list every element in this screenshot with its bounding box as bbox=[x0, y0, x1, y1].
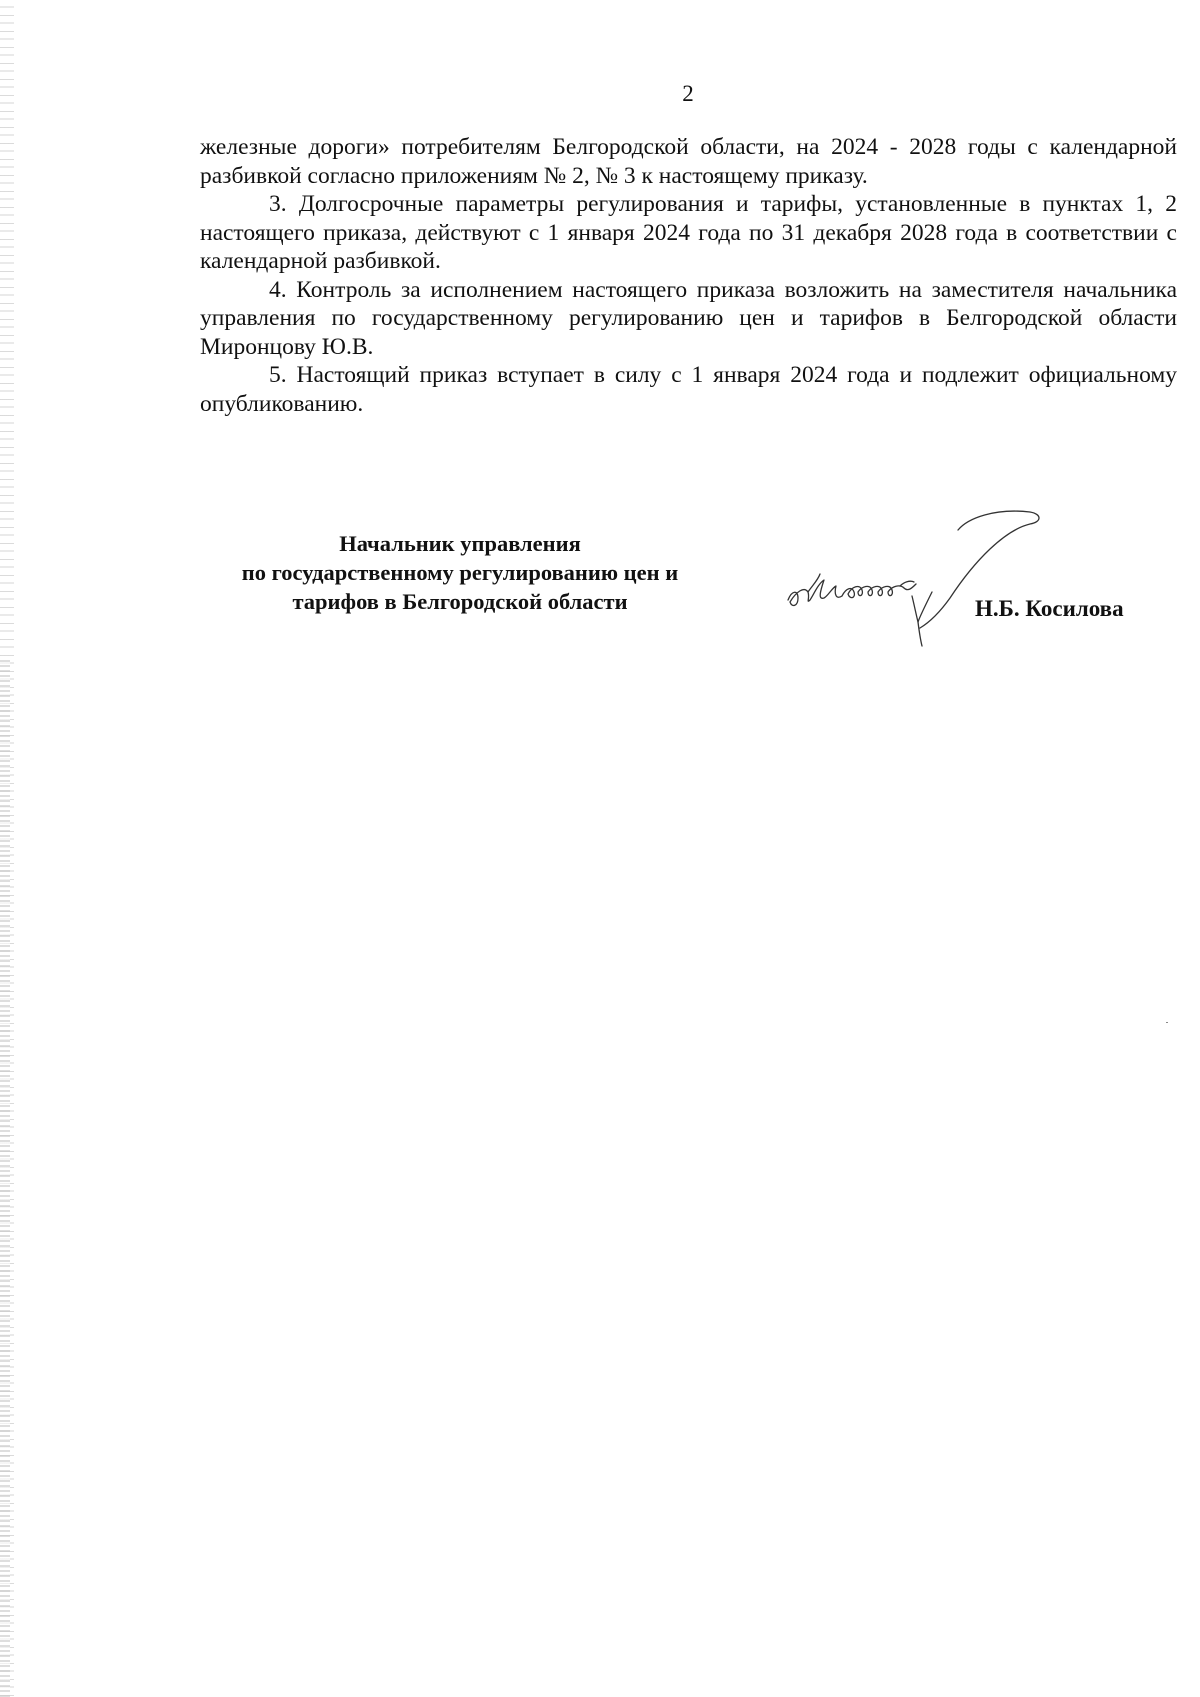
paragraph-item-4: 4. Контроль за исполнением настоящего приказа возложить на заместителя начальника управления по государственному регулированию цен и тарифов в Белгородской области Миронцову Ю.В. bbox=[200, 276, 1177, 360]
paragraph-continuation: железные дороги» потребителям Белгородской области, на 2024 - 2028 годы с календарной разбивкой согласно приложениям № 2, № 3 к настоящему приказу. bbox=[200, 134, 1177, 189]
signatory-position-line: Начальник управления bbox=[339, 531, 581, 556]
document-body bbox=[200, 133, 1177, 418]
handwritten-signature bbox=[780, 500, 1070, 660]
scan-speck bbox=[1166, 1022, 1168, 1023]
signatory-name: Н.Б. Косилова bbox=[975, 596, 1124, 621]
signatory-position bbox=[195, 529, 725, 616]
scan-edge-artifact-lower bbox=[0, 660, 10, 1697]
signatory-position-line: по государственному регулированию цен и bbox=[241, 560, 679, 585]
paragraph-item-3: 3. Долгосрочные параметры регулирования и тарифы, установленные в пунктах 1, 2 настоящего приказа, действуют с 1 января 2024 года по 31 декабря 2028 года в соответствии с календарной разбивкой. bbox=[200, 191, 1177, 274]
page-number: 2 bbox=[682, 81, 694, 106]
signatory-position-line: тарифов в Белгородской области bbox=[292, 589, 628, 614]
paragraph-item-5: 5. Настоящий приказ вступает в силу с 1 января 2024 года и подлежит официальному опубликованию. bbox=[200, 362, 1177, 417]
